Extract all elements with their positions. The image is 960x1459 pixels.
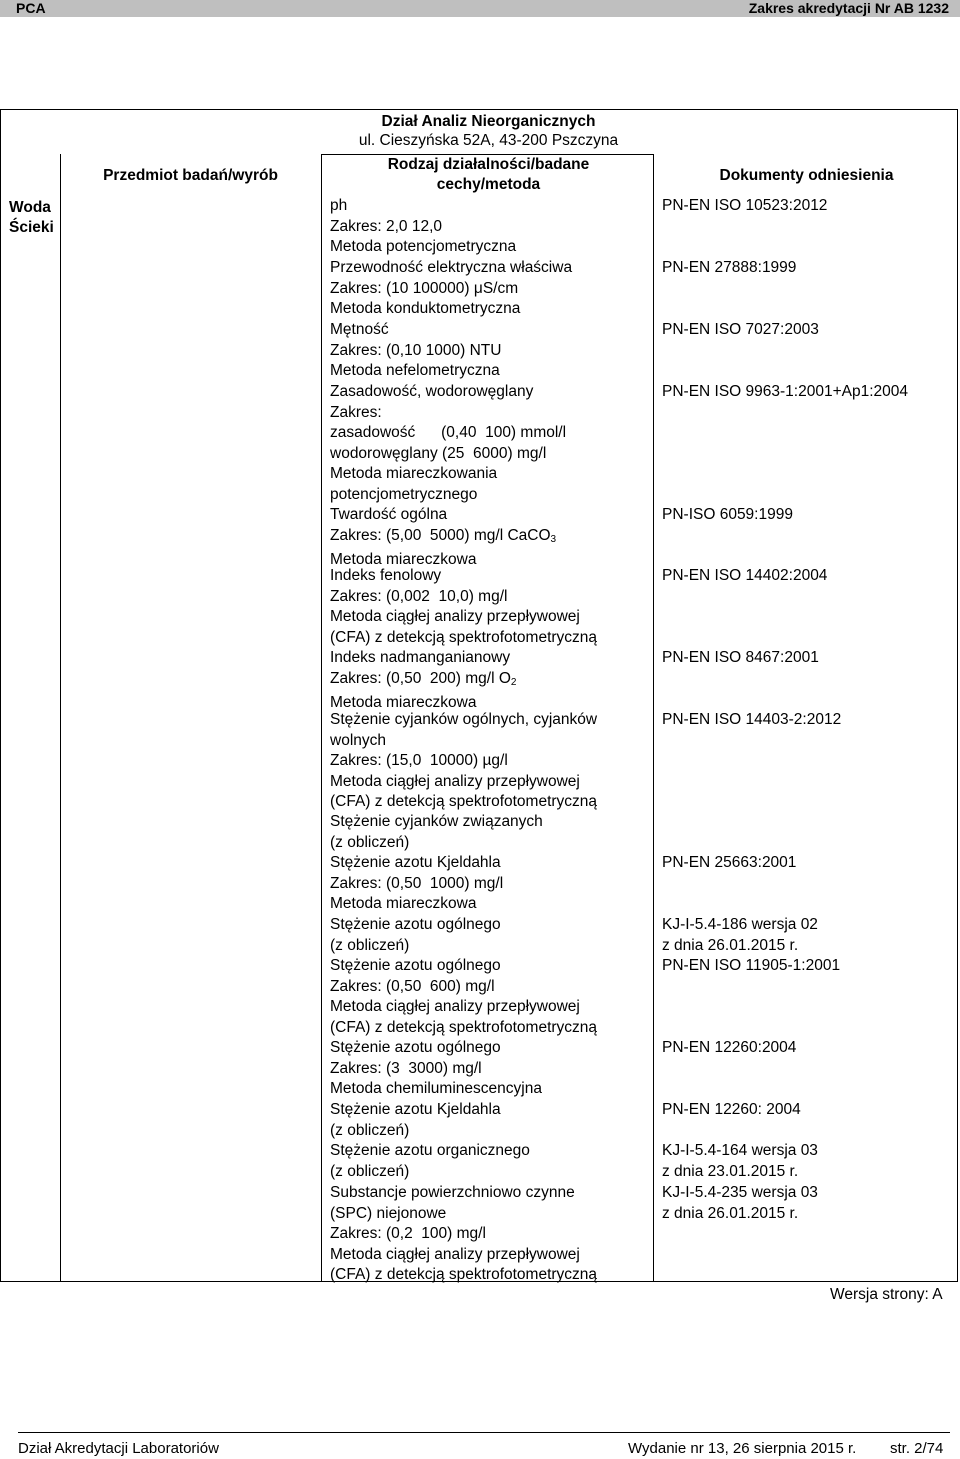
reference-doc-cell (662, 505, 952, 526)
method-line: (z obliczeń) (330, 833, 410, 851)
method-line: Zakres: (5,00 5000) mg/l CaCO$_3$ (330, 526, 557, 545)
method-line: Stężenie azotu Kjeldahla (330, 1101, 501, 1118)
col-divider (321, 154, 322, 1281)
header-scope-number: Zakres akredytacji Nr AB 1232 (748, 0, 949, 16)
reference-doc-cell (662, 915, 952, 956)
method-line: Zasadowość, wodorowęglany (330, 383, 534, 400)
method-line: Zakres: (330, 403, 382, 421)
subscript: 2 (510, 676, 517, 688)
method-line: Metoda ciągłej analizy przepływowej (330, 1245, 580, 1263)
method-line: Zakres: 2,0 12,0 (330, 217, 443, 235)
method-line: ph (330, 197, 348, 214)
footer-edition: Wydanie nr 13, 26 sierpnia 2015 r. (628, 1440, 857, 1457)
reference-doc-cell (662, 1183, 952, 1224)
reference-doc: PN-EN 12260:2004 (662, 1039, 797, 1056)
method-line: wodorowęglany (25 6000) mg/l (330, 444, 547, 462)
method-line: (z obliczeń) (330, 936, 410, 954)
reference-doc-cell (662, 566, 952, 587)
reference-doc: PN-ISO 6059:1999 (662, 506, 793, 523)
method-cell (330, 1038, 650, 1100)
method-line: Metoda konduktometryczna (330, 300, 521, 317)
method-line: Zakres: (0,10 1000) NTU (330, 341, 502, 359)
method-line: wolnych (330, 731, 386, 749)
method-line: Metoda miareczkowania (330, 465, 498, 482)
reference-doc-cell (662, 1141, 952, 1182)
reference-doc: PN-EN 12260: 2004 (662, 1101, 801, 1118)
method-cell (330, 1141, 650, 1182)
method-line: Stężenie cyjanków ogólnych, cyjanków (330, 711, 598, 728)
reference-doc: KJ-I-5.4-186 wersja 02 (662, 916, 818, 933)
method-line: Metoda miareczkowa (330, 551, 477, 568)
reference-doc: PN-EN ISO 10523:2012 (662, 197, 828, 214)
reference-doc: PN-EN ISO 14402:2004 (662, 567, 828, 584)
method-line: Zakres: (10 100000) μS/cm (330, 279, 519, 297)
reference-doc-cell (662, 196, 952, 217)
header-org: PCA (16, 0, 46, 16)
method-line: zasadowość (0,40 100) mmol/l (330, 424, 567, 441)
footer-divider (18, 1432, 950, 1433)
method-line: Indeks nadmanganianowy (330, 649, 511, 666)
method-cell (330, 382, 650, 505)
method-line: Zakres: (0,50 200) mg/l $O_2$ (330, 669, 517, 688)
method-line: Stężenie azotu ogólnego (330, 916, 501, 933)
method-line: Metoda ciągłej analizy przepływowej (330, 772, 580, 790)
method-cell (330, 853, 650, 915)
reference-doc: PN-EN ISO 11905-1:2001 (662, 957, 841, 974)
method-cell (330, 1183, 650, 1286)
subject-list (9, 198, 54, 238)
method-cell (330, 812, 650, 853)
method-cell (330, 710, 650, 813)
col-divider (653, 154, 654, 1281)
footer-department: Dział Akredytacji Laboratoriów (18, 1440, 219, 1457)
reference-doc-cell (662, 648, 952, 669)
page-header (0, 0, 960, 17)
method-line: Metoda ciągłej analizy przepływowej (330, 608, 580, 625)
method-line: Mętność (330, 321, 389, 338)
method-line: (CFA) z detekcją spektrofotometryczną (330, 628, 598, 646)
subscript: 3 (550, 533, 557, 545)
method-line: Stężenie cyjanków związanych (330, 813, 543, 830)
method-line: Metoda nefelometryczna (330, 362, 500, 379)
department-address: ul. Cieszyńska 52A, 43-200 Pszczyna (358, 132, 619, 149)
docs-column-header: Dokumenty odniesienia (719, 167, 894, 184)
section-title (323, 112, 654, 150)
method-cell (330, 320, 650, 382)
method-line: Substancje powierzchniowo czynne (330, 1184, 575, 1201)
method-line: Stężenie azotu organicznego (330, 1142, 530, 1159)
method-header-line1: Rodzaj działalności/badane (387, 156, 590, 173)
subject-column-header: Przedmiot badań/wyrób (103, 167, 278, 184)
method-line: Metoda potencjometryczna (330, 238, 517, 255)
accreditation-table (0, 109, 958, 1282)
reference-doc-cell (662, 1038, 952, 1059)
method-cell (330, 566, 650, 648)
method-line: Zakres: (3 3000) mg/l (330, 1059, 482, 1077)
method-cell (330, 196, 650, 258)
method-column-header (323, 155, 654, 195)
method-line: potencjometrycznego (330, 485, 478, 503)
department-name: Dział Analiz Nieorganicznych (381, 113, 596, 130)
reference-doc-cell (662, 1100, 952, 1121)
method-line: (CFA) z detekcją spektrofotometryczną (330, 1266, 598, 1283)
reference-doc: KJ-I-5.4-164 wersja 03 (662, 1142, 818, 1159)
reference-doc-cell (662, 382, 952, 403)
col-divider (60, 154, 61, 1281)
method-cell (330, 258, 650, 320)
reference-doc-cell (662, 320, 952, 341)
reference-doc: PN-EN ISO 7027:2003 (662, 321, 819, 338)
method-line: Metoda ciągłej analizy przepływowej (330, 998, 580, 1015)
reference-doc: PN-EN ISO 9963-1:2001+Ap1:2004 (662, 383, 909, 400)
method-line: Twardość ogólna (330, 506, 448, 523)
method-cell (330, 648, 650, 714)
method-line: (CFA) z detekcją spektrofotometryczną (330, 1018, 598, 1036)
method-line: Indeks fenolowy (330, 567, 442, 584)
reference-doc: PN-EN ISO 14403-2:2012 (662, 711, 842, 728)
reference-doc: KJ-I-5.4-235 wersja 03 (662, 1184, 818, 1201)
method-line: (z obliczeń) (330, 1121, 410, 1139)
method-header-line2: cechy/metoda (436, 176, 541, 193)
method-line: Stężenie azotu ogólnego (330, 1039, 501, 1056)
reference-doc: z dnia 23.01.2015 r. (662, 1162, 799, 1180)
method-line: Metoda miareczkowa (330, 895, 477, 912)
method-line: (z obliczeń) (330, 1162, 410, 1180)
reference-doc: PN-EN 27888:1999 (662, 259, 797, 276)
method-cell (330, 505, 650, 571)
reference-doc-cell (662, 258, 952, 279)
method-line: Metoda miareczkowa (330, 694, 477, 711)
reference-doc-cell (662, 956, 952, 977)
reference-doc: PN-EN 25663:2001 (662, 854, 797, 871)
reference-doc: z dnia 26.01.2015 r. (662, 1204, 799, 1222)
method-line: Zakres: (15,0 10000) µg/l (330, 752, 508, 769)
method-line: Metoda chemiluminescencyjna (330, 1080, 542, 1097)
method-line: Przewodność elektryczna właściwa (330, 259, 573, 276)
method-line: (SPC) niejonowe (330, 1204, 447, 1222)
reference-doc: z dnia 26.01.2015 r. (662, 936, 799, 954)
reference-doc: PN-EN ISO 8467:2001 (662, 649, 819, 666)
method-line: Stężenie azotu Kjeldahla (330, 854, 501, 871)
footer-page-number: str. 2/74 (890, 1440, 944, 1457)
reference-doc-cell (662, 710, 952, 731)
method-cell (330, 915, 650, 956)
method-line: Zakres: (0,50 1000) mg/l (330, 874, 504, 892)
method-line: Zakres: (0,002 10,0) mg/l (330, 587, 508, 605)
method-cell (330, 956, 650, 1038)
method-line: Zakres: (0,50 600) mg/l (330, 977, 495, 995)
subject-item: Ścieki (9, 219, 54, 236)
method-line: Stężenie azotu ogólnego (330, 957, 501, 974)
subject-item: Woda (9, 199, 51, 216)
method-line: Zakres: (0,2 100) mg/l (330, 1225, 486, 1242)
method-line: (CFA) z detekcją spektrofotometryczną (330, 793, 598, 810)
method-cell (330, 1100, 650, 1141)
page-version: Wersja strony: A (830, 1286, 943, 1303)
reference-doc-cell (662, 853, 952, 874)
